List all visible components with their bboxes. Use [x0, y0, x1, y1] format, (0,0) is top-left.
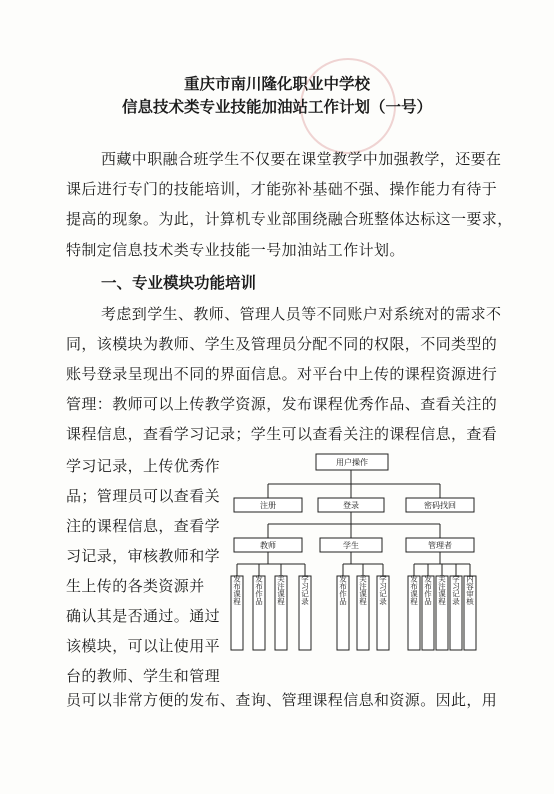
- org-node-teacher-label: 教师: [260, 541, 276, 550]
- org-leaf-manager-study-record: [450, 574, 462, 650]
- org-leaf-student-study-record-label: 学习记录: [378, 575, 388, 605]
- org-node-manager: [406, 538, 474, 552]
- org-node-password-recovery-label: 密码找回: [424, 501, 456, 510]
- org-leaf-student-study-record: [377, 574, 389, 650]
- intro-line-4: 特制定信息技术类专业技能一号加油站工作计划。: [66, 241, 405, 259]
- org-leaf-manager-publish-work-label: 发布作品: [423, 575, 433, 605]
- section-heading-1: 一、专业模块功能培训: [101, 274, 257, 292]
- org-leaf-manager-content-review-label: 内容审核: [465, 575, 475, 605]
- section1-line-2: 同，该模块为教师、学生及管理员分配不同的权限，不同类型的: [66, 335, 498, 353]
- section1-wrap-line-6: 确认其是否通过。通过: [66, 607, 221, 625]
- org-leaf-student-publish-work-label: 发布作品: [338, 575, 348, 605]
- section1-line-1: 考虑到学生、教师、管理人员等不同账户对系统对的需求不: [101, 305, 502, 323]
- org-leaf-teacher-publish-course-label: 发布课程: [232, 575, 242, 605]
- section1-line-3: 账号登录呈现出不同的界面信息。对平台中上传的课程资源进行: [66, 365, 498, 383]
- org-leaf-manager-study-record-label: 学习记录: [451, 575, 461, 605]
- org-leaf-teacher-follow-course: [275, 574, 287, 650]
- intro-line-2: 课后进行专门的技能培训，才能弥补基础不强、操作能力有待于: [66, 180, 498, 198]
- org-leaf-manager-follow-course: [436, 574, 448, 650]
- org-leaf-student-follow-course-label: 关注课程: [358, 575, 368, 605]
- org-leaf-teacher-study-record-label: 学习记录: [300, 575, 310, 605]
- org-leaf-teacher-publish-course: [231, 574, 243, 650]
- org-leaf-manager-publish-course: [408, 574, 420, 650]
- org-node-register: [234, 498, 302, 512]
- user-operation-org-chart: [228, 448, 480, 666]
- org-node-register-label: 注册: [260, 501, 276, 510]
- org-leaf-teacher-follow-course-label: 关注课程: [276, 575, 286, 605]
- org-leaf-manager-publish-course-label: 发布课程: [409, 575, 419, 605]
- org-leaf-student-publish-work: [337, 574, 349, 650]
- org-node-login-label: 登录: [343, 501, 359, 510]
- section1-wrap-line-1: 学习记录，上传优秀作: [66, 457, 221, 475]
- org-node-student: [320, 538, 382, 552]
- section1-wrap-line-4: 习记录，审核教师和学: [66, 547, 221, 565]
- org-node-root: [316, 454, 388, 470]
- org-node-password-recovery: [406, 498, 474, 512]
- org-leaf-manager-follow-course-label: 关注课程: [437, 575, 447, 605]
- org-leaf-manager-publish-work: [422, 574, 434, 650]
- org-leaf-teacher-publish-work: [253, 574, 265, 650]
- intro-line-1: 西藏中职融合班学生不仅要在课堂教学中加强教学，还要在: [101, 150, 502, 168]
- org-leaf-student-follow-course: [357, 574, 369, 650]
- intro-line-3: 提高的现象。为此，计算机专业部围绕融合班整体达标这一要求，: [66, 210, 513, 228]
- section1-wrap-line-5: 生上传的各类资源并: [66, 577, 205, 595]
- org-leaf-teacher-study-record: [299, 574, 311, 650]
- section1-line-5: 课程信息，查看学习记录；学生可以查看关注的课程信息，查看: [66, 425, 498, 443]
- org-node-teacher: [234, 538, 302, 552]
- section1-wrap-line-2: 品；管理员可以查看关: [66, 487, 221, 505]
- org-node-root-label: 用户操作: [336, 458, 368, 467]
- org-chart-connectors: [237, 470, 470, 576]
- document-title-school: 重庆市南川隆化职业中学校: [183, 75, 370, 93]
- org-node-manager-label: 管理者: [428, 541, 452, 550]
- section1-wrap-line-8: 台的教师、学生和管理: [66, 667, 221, 685]
- section1-last-line: 员可以非常方便的发布、查询、管理课程信息和资源。因此，用: [66, 691, 498, 709]
- org-leaf-teacher-publish-work-label: 发布作品: [254, 575, 264, 605]
- document-title-plan: 信息技术类专业技能加油站工作计划（一号）: [121, 98, 432, 116]
- org-leaf-manager-content-review: [464, 574, 476, 650]
- org-node-student-label: 学生: [343, 541, 359, 550]
- org-node-login: [318, 498, 384, 512]
- section1-line-4: 管理：教师可以上传教学资源，发布课程优秀作品、查看关注的: [66, 395, 498, 413]
- section1-wrap-line-3: 注的课程信息，查看学: [66, 517, 221, 535]
- section1-wrap-line-7: 该模块，可以让使用平: [66, 637, 221, 655]
